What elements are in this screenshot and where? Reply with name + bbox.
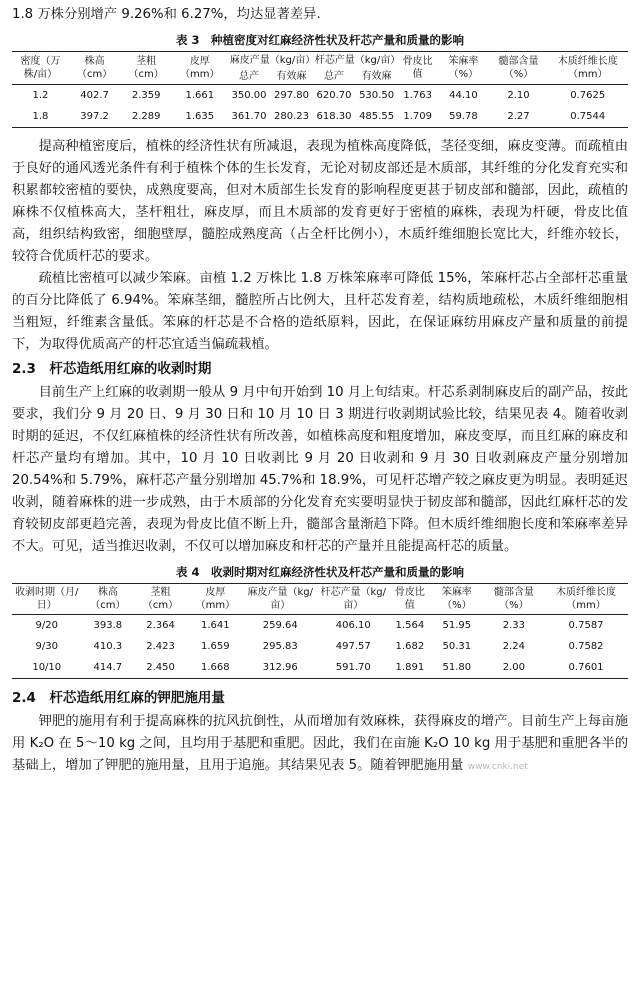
table-cell: 393.8 (93, 620, 123, 631)
table-cell: 1.635 (172, 106, 228, 128)
table-cell: 50.31 (442, 641, 472, 652)
section-heading-2-4: 2.4 杆芯造纸用红麻的钾肥施用量 (12, 690, 225, 706)
table-cell: 2.10 (507, 90, 530, 101)
table3 (12, 51, 628, 128)
table-cell: 414.7 (82, 657, 135, 679)
table-cell: 1.641 (201, 620, 230, 631)
t3-h-bast-total: 总产 (238, 71, 259, 82)
section-heading-2-3: 2.3 杆芯造纸用红麻的收剥时期 (12, 361, 212, 377)
table-cell: 59.78 (437, 106, 489, 128)
table-cell: 0.7601 (544, 657, 628, 679)
table-cell: 1.8 (12, 106, 69, 128)
paragraph-density-effects: 提高种植密度后，植株的经济性状有所减退，表现为植株高度降低，茎径变细，麻皮变薄。而疏植由于良好的通风透光条件有利于植株个体的生长发育，无论对韧皮部还是木质部，其纤维的分化发育充实和积累都较密植的要快，成熟度要高，但对木质部生长发育的影响程度更甚于韧皮部和髓部，因此，疏植的麻株不仅植株高大，茎杆粗壮，麻皮厚，而且木质部的发育更好于密植的麻株，表现为杆硬，骨皮比值高，组织结构致密，细胞壁厚，髓腔成熟度高（占全杆比例小），木质纤维细胞长宽比大，纤维亦较长，较符合优质杆芯的要求。 (12, 139, 628, 264)
t3-h-core-effective: 有效麻 (361, 71, 392, 82)
t3-h-stunted: 笨麻率（%） (437, 52, 489, 85)
t4-h-bark: 皮厚（mm） (195, 587, 236, 611)
t4-h-fiber: 木质纤维长度（mm） (556, 587, 617, 611)
table-cell: 44.10 (449, 90, 478, 101)
table-cell: 530.50 (359, 90, 395, 101)
table-cell: 2.289 (120, 106, 172, 128)
table3-caption: 表 3 种植密度对红麻经济性状及杆芯产量和质量的影响 (175, 33, 464, 47)
t4-h-period: 收剥时期（月/日） (15, 587, 79, 611)
table-cell: 297.80 (274, 90, 309, 101)
table-cell: 620.70 (316, 90, 352, 101)
t4-h-stunted: 笨麻率（%） (441, 587, 472, 611)
t4-h-ratio: 骨皮比值 (394, 587, 425, 611)
t3-h-bast-yield: 麻皮产量（kg/亩） (229, 55, 316, 66)
table-cell: 410.3 (93, 641, 123, 652)
table-cell: 1.682 (395, 641, 425, 652)
table-cell: 280.23 (270, 106, 313, 128)
t3-h-core-yield: 杆芯产量（kg/亩） (314, 55, 401, 66)
table-cell: 406.10 (335, 620, 371, 631)
lead-line: 1.8 万株分别增产 9.26%和 6.27%，均达显著差异. (12, 7, 321, 22)
table-cell: 259.64 (262, 620, 298, 631)
table-cell: 350.00 (231, 90, 267, 101)
table-cell: 361.70 (228, 106, 271, 128)
table-cell: 1.891 (390, 657, 430, 679)
table-cell: 2.27 (489, 106, 547, 128)
table-cell: 51.95 (442, 620, 472, 631)
table-cell: 402.7 (80, 90, 109, 101)
table-cell: 2.450 (134, 657, 187, 679)
table-cell: 0.7587 (568, 620, 604, 631)
table-cell: 485.55 (355, 106, 398, 128)
paragraph-potash (12, 711, 628, 778)
table-cell: 1.2 (32, 90, 49, 101)
table-cell: 2.423 (146, 641, 175, 652)
table-cell: 9/20 (35, 620, 58, 631)
table-cell: 2.364 (146, 620, 175, 631)
table-cell: 9/30 (35, 641, 58, 652)
table-cell: 1.659 (201, 641, 230, 652)
table-row (12, 85, 628, 107)
t3-h-bark: 皮厚（mm） (172, 52, 228, 85)
table-row (12, 657, 628, 679)
table-cell: 2.33 (502, 620, 526, 631)
watermark: www.cnki.net (467, 762, 528, 772)
table-row (12, 615, 628, 637)
table-row (12, 106, 628, 128)
table4-caption: 表 4 收剥时期对红麻经济性状及杆芯产量和质量的影响 (175, 565, 464, 579)
t3-h-height: 株高（cm） (69, 52, 121, 85)
table-cell: 295.83 (262, 641, 298, 652)
t4-h-bast-yield: 麻皮产量（kg/亩） (247, 587, 314, 611)
table-cell: 2.359 (131, 90, 161, 101)
table-cell: 0.7625 (570, 90, 606, 101)
t4-h-pith: 髓部含量（%） (493, 587, 534, 611)
table-cell: 1.763 (403, 90, 432, 101)
table4 (12, 583, 628, 679)
table-cell: 51.80 (430, 657, 484, 679)
table-cell: 497.57 (335, 641, 371, 652)
table-cell: 1.709 (398, 106, 438, 128)
t3-h-diameter: 茎粗（cm） (120, 52, 172, 85)
table-cell: 618.30 (313, 106, 356, 128)
table-cell: 1.668 (187, 657, 244, 679)
table-cell: 0.7582 (568, 641, 604, 652)
t3-h-pith: 髓部含量（%） (489, 52, 547, 85)
t3-h-core-total: 总产 (324, 71, 345, 82)
t3-h-bast-effective: 有效麻 (276, 71, 307, 82)
t4-h-diameter: 茎粗（cm） (142, 587, 179, 611)
t3-h-ratio: 骨皮比值 (398, 52, 438, 85)
paragraph-harvest-period: 目前生产上红麻的收剥期一般从 9 月中旬开始到 10 月上旬结束。杆芯系剥制麻皮后的副产品，按此要求，我们分 9 月 20 日、9 月 30 日和 10 月 10 日 3 期进行收剥期试验比较，结果见表 4。随着收剥时期的延迟，不仅红麻植株的经济性状有所改善，如植株高度和粗度增加，麻皮变厚，而且红麻的麻皮和杆芯产量均有增加。其中，10 月 10 日收剥比 9 月 20 日收剥和 9 月 30 日收剥麻皮产量分别增加 20.54%和 5.79%，麻杆芯产量分别增加 45.7%和 18.9%，可见杆芯增产较之麻皮更为明显。表明延迟收剥，随着麻株的进一步成熟，由于木质部的分化发育充实要明显快于韧皮部和髓部，因此红麻杆芯的发育较韧皮部更趋完善，表现为骨皮比值不断上升，髓部含量渐趋下降。但木质纤维细胞长度和笨麻率差异不大。可见，适当推迟收剥，不仅可以增加麻皮和杆芯的产量并且能提高杆芯的质量。 (12, 385, 628, 554)
table-cell: 397.2 (69, 106, 121, 128)
table-cell: 2.00 (484, 657, 544, 679)
paragraph-potash-text: 钾肥的施用有利于提高麻株的抗风抗倒性，从而增加有效麻株，获得麻皮的增产。目前生产上每亩施用 K₂O 在 5～10 kg 之间，且均用于基肥和重肥。因此，我们在亩施 K₂O 10 kg 用于基肥和重肥各半的基础上，增加了钾肥的施用量，且用于追施。其结果见表 5。随着钾肥施用量 (12, 714, 628, 773)
table-row (12, 636, 628, 657)
t4-h-height: 株高（cm） (90, 587, 126, 611)
t3-h-fiber: 木质纤维长度（mm） (548, 52, 628, 85)
table-cell: 1.564 (395, 620, 425, 631)
table-cell: 312.96 (244, 657, 317, 679)
table-cell: 10/10 (12, 657, 82, 679)
paragraph-sparse-planting: 疏植比密植可以减少笨麻。亩植 1.2 万株比 1.8 万株笨麻率可降低 15%，笨麻杆芯占全部杆芯重量的百分比降低了 6.94%。笨麻茎细，髓腔所占比例大，且杆芯发育差，结构质地疏松，木质纤维细胞相当粗短，纤维素含量低。笨麻的杆芯是不合格的造纸原料，因此，在保证麻纺用麻皮产量和质量的前提下，为取得优质高产的杆芯宜适当偏疏栽植。 (12, 271, 628, 352)
t3-h-density: 密度（万株/亩） (12, 52, 69, 85)
table-cell: 1.661 (185, 90, 215, 101)
table-cell: 591.70 (317, 657, 390, 679)
t4-h-core-yield: 杆芯产量（kg/亩） (320, 587, 386, 611)
table-cell: 2.24 (502, 641, 526, 652)
table-cell: 0.7544 (548, 106, 628, 128)
